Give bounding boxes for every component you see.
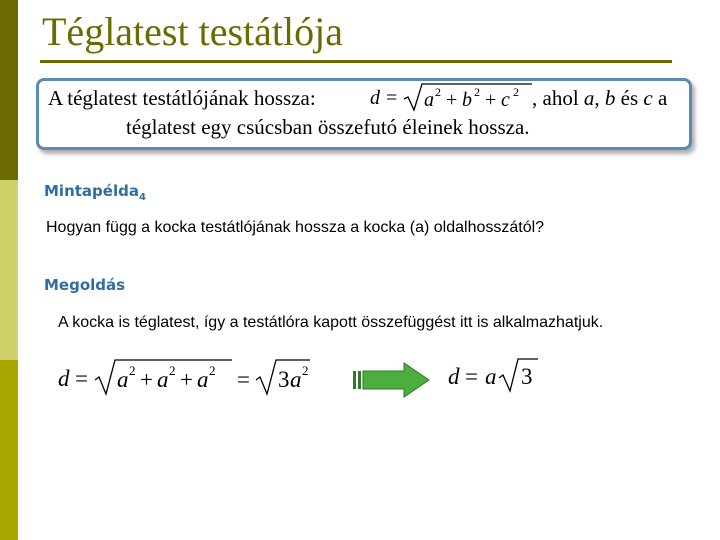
side-bar <box>0 0 18 540</box>
var-c: c <box>643 86 653 110</box>
example-heading-label: Mintapélda <box>44 182 139 200</box>
svg-text:3: 3 <box>521 364 533 389</box>
svg-text:a: a <box>290 367 302 392</box>
right-arrow-icon <box>352 362 430 398</box>
slide-title: Téglatest testátlója <box>42 9 343 54</box>
svg-text:2: 2 <box>209 363 216 378</box>
svg-text:c: c <box>501 89 510 111</box>
svg-text:2: 2 <box>474 85 480 99</box>
comma: , <box>594 86 600 110</box>
svg-text:2: 2 <box>302 363 309 378</box>
example-question: Hogyan függ a kocka testátlójának hossza a kocka (a) oldalhosszától? <box>46 219 545 236</box>
diagonal-formula <box>366 80 536 114</box>
svg-text:2: 2 <box>513 85 519 99</box>
svg-text:d: d <box>58 366 70 391</box>
side-bar-segment-bottom <box>0 360 18 540</box>
var-a: a <box>583 86 595 110</box>
svg-text:=: = <box>465 364 478 389</box>
svg-text:=: = <box>75 366 88 391</box>
svg-text:=: = <box>386 87 398 109</box>
svg-text:d: d <box>448 364 460 389</box>
title-underline <box>40 60 672 63</box>
svg-text:a: a <box>485 364 497 389</box>
article-word: a <box>657 86 668 110</box>
svg-text:a: a <box>424 89 434 111</box>
svg-text:2: 2 <box>129 363 136 378</box>
cube-diagonal-derivation <box>56 354 318 402</box>
svg-text:+: + <box>446 89 458 111</box>
solution-heading: Megoldás <box>44 276 126 294</box>
and-word: és <box>620 86 639 110</box>
svg-text:a: a <box>117 367 129 392</box>
definition-prefix: A téglatest testátlójának hossza: <box>48 86 316 110</box>
definition-line-1 <box>48 86 316 111</box>
solution-text: A kocka is téglatest, így a testátlóra kapott összefüggést itt is alkalmazhatjuk. <box>58 314 604 331</box>
svg-text:a: a <box>157 367 169 392</box>
svg-text:2: 2 <box>435 85 441 99</box>
svg-text:2: 2 <box>169 363 176 378</box>
svg-text:+: + <box>485 89 497 111</box>
side-bar-segment-top <box>0 0 18 180</box>
svg-text:+: + <box>180 367 193 392</box>
cube-diagonal-result <box>446 354 542 400</box>
svg-text:+: + <box>140 367 153 392</box>
svg-text:a: a <box>197 367 209 392</box>
after-formula-text: , ahol <box>532 86 579 110</box>
side-bar-segment-middle <box>0 180 18 360</box>
definition-line-2: téglatest egy csúcsban összefutó éleinek hossza. <box>126 115 530 139</box>
example-number: 4 <box>138 192 146 203</box>
var-b: b <box>604 86 616 110</box>
svg-text:b: b <box>462 89 472 111</box>
svg-text:3: 3 <box>278 367 290 392</box>
svg-text:=: = <box>237 367 250 392</box>
definition-variables <box>532 86 667 111</box>
svg-text:d: d <box>370 87 380 109</box>
example-heading <box>44 182 146 203</box>
